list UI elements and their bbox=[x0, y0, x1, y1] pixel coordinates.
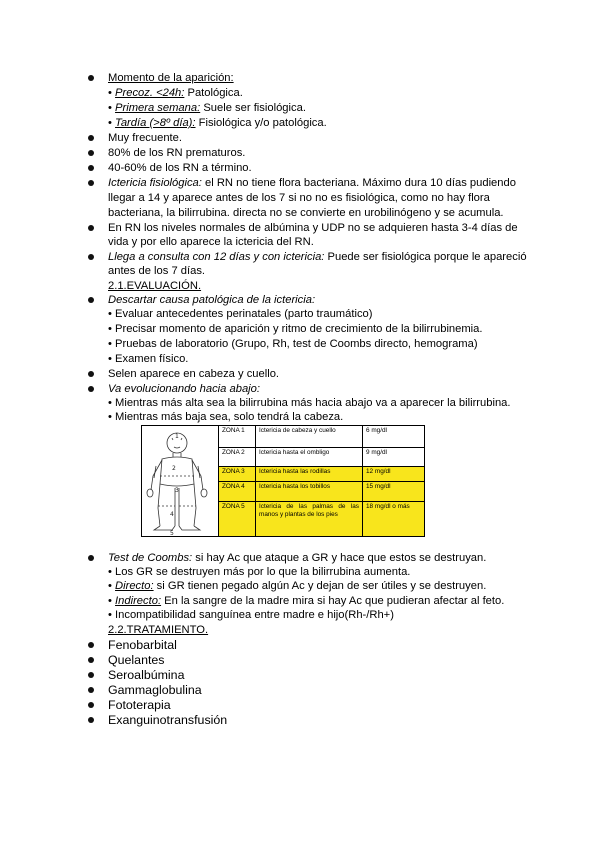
sub-item: • Pruebas de laboratorio (Grupo, Rh, test de Coombs directo, hemograma) bbox=[108, 338, 478, 350]
zones-table bbox=[218, 425, 425, 537]
list-bullet bbox=[88, 180, 94, 186]
list-bullet bbox=[88, 150, 94, 156]
list-item: En RN los niveles normales de albúmina y UDP no se adquieren hasta 3-4 días de bbox=[108, 222, 518, 234]
list-item-continuation: vida y por ello aparece la ictericia del RN. bbox=[108, 236, 314, 248]
list-bullet bbox=[88, 642, 94, 648]
zone-cell: ZONA 3 bbox=[219, 467, 256, 482]
jaundice-zones-figure bbox=[141, 425, 425, 537]
list-bullet bbox=[88, 254, 94, 260]
value-cell: 9 mg/dl bbox=[363, 448, 425, 467]
sub-item: • Los GR se destruyen más por lo que la bilirrubina aumenta. bbox=[108, 566, 411, 578]
list-item: Test de Coombs: si hay Ac que ataque a GR y hace que estos se destruyan. bbox=[108, 552, 487, 564]
list-bullet bbox=[88, 555, 94, 561]
list-item: Fototerapia bbox=[108, 698, 171, 712]
list-bullet bbox=[88, 386, 94, 392]
baby-zones-illustration bbox=[141, 425, 219, 537]
value-cell: 6 mg/dl bbox=[363, 426, 425, 448]
sub-item: • Mientras más baja sea, solo tendrá la cabeza. bbox=[108, 411, 344, 423]
sub-item: • Indirecto: En la sangre de la madre mira si hay Ac que pudieran afectar al feto. bbox=[108, 595, 505, 607]
list-item-continuation: antes de los 7 días. bbox=[108, 265, 206, 277]
table-row bbox=[219, 448, 425, 467]
table-row bbox=[219, 502, 425, 537]
list-item: 40-60% de los RN a término. bbox=[108, 162, 252, 174]
list-bullet bbox=[88, 297, 94, 303]
description-cell: Ictericia de las palmas de las manos y plantas de los pies bbox=[256, 502, 363, 537]
value-cell: 18 mg/dl o más bbox=[363, 502, 425, 537]
zone-number: 5 bbox=[170, 530, 174, 536]
sub-item: • Evaluar antecedentes perinatales (parto traumático) bbox=[108, 308, 373, 320]
sub-item: • Directo: si GR tienen pegado algún Ac y dejan de ser útiles y se destruyen. bbox=[108, 580, 487, 592]
zone-number: 3 bbox=[175, 487, 179, 494]
list-bullet bbox=[88, 135, 94, 141]
list-item: Llega a consulta con 12 días y con ictericia: Puede ser fisiológica porque le apareció bbox=[108, 251, 527, 263]
list-item: Muy frecuente. bbox=[108, 132, 182, 144]
value-cell: 15 mg/dl bbox=[363, 482, 425, 502]
table-row bbox=[219, 467, 425, 482]
section-heading-evaluacion: 2.1.EVALUACIÓN. bbox=[108, 280, 202, 292]
description-cell: Ictericia hasta el ombligo bbox=[256, 448, 363, 467]
sub-item: • Examen físico. bbox=[108, 353, 189, 365]
list-item: 80% de los RN prematuros. bbox=[108, 147, 246, 159]
list-item: Momento de la aparición: bbox=[108, 72, 234, 84]
sub-item: • Precisar momento de aparición y ritmo de crecimiento de la bilirrubinemia. bbox=[108, 323, 483, 335]
description-cell: Ictericia hasta los tobillos bbox=[256, 482, 363, 502]
table-row bbox=[219, 482, 425, 502]
list-bullet bbox=[88, 225, 94, 231]
zone-cell: ZONA 1 bbox=[219, 426, 256, 448]
zone-number: 2 bbox=[172, 465, 176, 472]
sub-item: • Incompatibilidad sanguínea entre madre e hijo(Rh-/Rh+) bbox=[108, 609, 394, 621]
value-cell: 12 mg/dl bbox=[363, 467, 425, 482]
list-item: Descartar causa patológica de la ictericia: bbox=[108, 294, 316, 306]
list-item: Fenobarbital bbox=[108, 638, 177, 652]
sub-item: • Tardía (>8º día): Fisiológica y/o patológica. bbox=[108, 117, 327, 129]
list-bullet bbox=[88, 702, 94, 708]
list-bullet bbox=[88, 371, 94, 377]
list-item-continuation: bacteriana, la bilirrubina. directa no se convierte en urobilinógeno y se acumula. bbox=[108, 207, 504, 219]
zone-cell: ZONA 4 bbox=[219, 482, 256, 502]
list-bullet bbox=[88, 165, 94, 171]
baby-outline-icon bbox=[142, 426, 218, 536]
list-bullet bbox=[88, 672, 94, 678]
list-bullet bbox=[88, 717, 94, 723]
zone-cell: ZONA 2 bbox=[219, 448, 256, 467]
list-item: Quelantes bbox=[108, 653, 165, 667]
sub-item: • Primera semana: Suele ser fisiológica. bbox=[108, 102, 306, 114]
sub-item: • Precoz. <24h: Patológica. bbox=[108, 87, 243, 99]
list-item: Selen aparece en cabeza y cuello. bbox=[108, 368, 280, 380]
description-cell: Ictericia de cabeza y cuello bbox=[256, 426, 363, 448]
list-item: Gammaglobulina bbox=[108, 683, 202, 697]
table-row bbox=[219, 426, 425, 448]
list-bullet bbox=[88, 687, 94, 693]
zone-number: 4 bbox=[170, 511, 174, 518]
list-item: Ictericia fisiológica: el RN no tiene flora bacteriana. Máximo dura 10 días pudiendo bbox=[108, 177, 516, 189]
section-heading-tratamiento: 2.2.TRATAMIENTO. bbox=[108, 624, 209, 636]
list-item: Exanguinotransfusión bbox=[108, 713, 228, 727]
zone-cell: ZONA 5 bbox=[219, 502, 256, 537]
list-bullet bbox=[88, 75, 94, 81]
list-item: Va evolucionando hacia abajo: bbox=[108, 383, 260, 395]
list-item-continuation: llegar a 14 y aparece antes de los 7 si no no es fisiológica, como no hay flora bbox=[108, 192, 490, 204]
description-cell: Ictericia hasta las rodillas bbox=[256, 467, 363, 482]
list-item: Seroalbúmina bbox=[108, 668, 185, 682]
list-bullet bbox=[88, 657, 94, 663]
zone-number: 1 bbox=[175, 433, 179, 440]
sub-item: • Mientras más alta sea la bilirrubina más hacia abajo va a aparecer la bilirrubina. bbox=[108, 397, 511, 409]
